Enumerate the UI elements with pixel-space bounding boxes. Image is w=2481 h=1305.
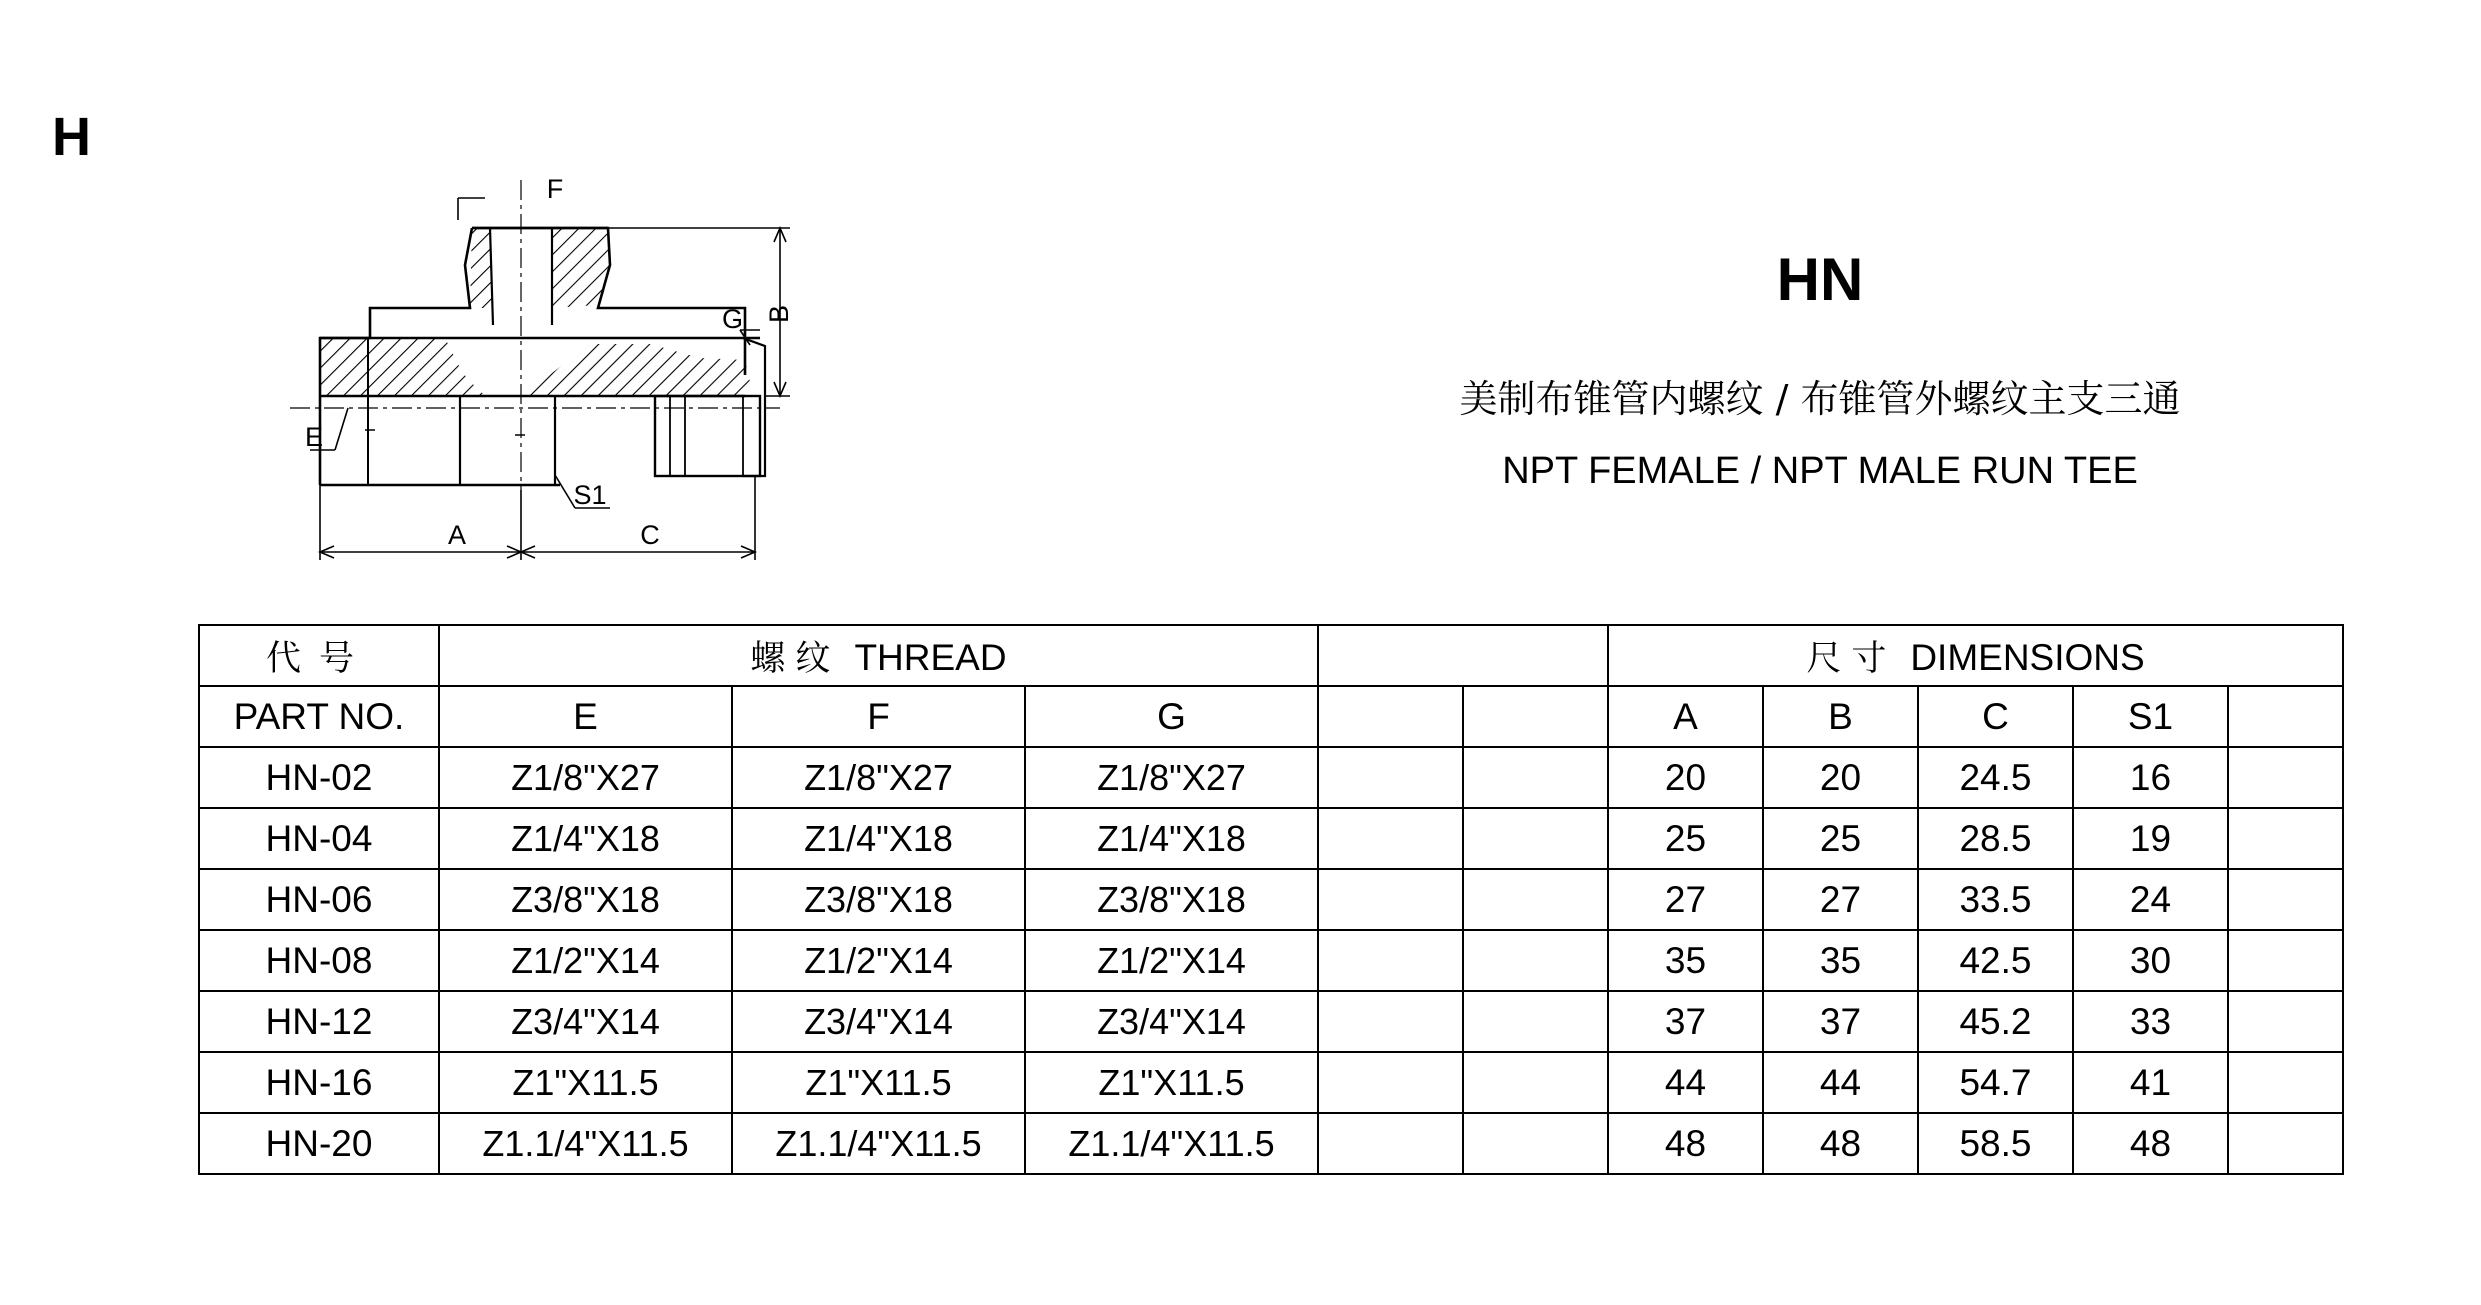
thread-e-cell: Z1.1/4"X11.5: [439, 1113, 732, 1174]
thread-g-cell: Z1/8"X27: [1025, 747, 1318, 808]
blank-cell: [1318, 808, 1463, 869]
col-header-f: F: [732, 686, 1025, 747]
thread-g-cell: Z1/2"X14: [1025, 930, 1318, 991]
dim-c-cell: 33.5: [1918, 869, 2073, 930]
thread-header: [439, 625, 1318, 686]
dim-a-cell: 48: [1608, 1113, 1763, 1174]
blank-cell: [2228, 1052, 2343, 1113]
table-row: [199, 869, 2343, 930]
dim-b-cell: 35: [1763, 930, 1918, 991]
header-row-2: [199, 686, 2343, 747]
blank-cell: [1463, 930, 1608, 991]
blank-cell: [2228, 991, 2343, 1052]
col-header-g: G: [1025, 686, 1318, 747]
thread-f-cell: Z3/4"X14: [732, 991, 1025, 1052]
dim-s1-cell: 48: [2073, 1113, 2228, 1174]
dim-c-cell: 28.5: [1918, 808, 2073, 869]
dim-s1-cell: 24: [2073, 869, 2228, 930]
blank-cell: [2228, 1113, 2343, 1174]
col-header-s1: S1: [2073, 686, 2228, 747]
blank-cell: [2228, 869, 2343, 930]
thread-e-cell: Z1/8"X27: [439, 747, 732, 808]
part-no-cell: HN-08: [199, 930, 439, 991]
label-f: F: [546, 174, 564, 204]
fitting-body: [290, 180, 780, 490]
tee-fitting-drawing: [290, 160, 850, 580]
dim-b-cell: 27: [1763, 869, 1918, 930]
part-no-header-en: PART NO.: [199, 686, 439, 747]
blank-cell: [1318, 747, 1463, 808]
label-a: A: [447, 520, 467, 550]
part-no-cell: HN-20: [199, 1113, 439, 1174]
dimensions-header-en: DIMENSIONS: [1910, 636, 2145, 678]
blank-cell: [1318, 869, 1463, 930]
dim-c-cell: 24.5: [1918, 747, 2073, 808]
section-letter: H: [52, 107, 91, 167]
col-header-e: E: [439, 686, 732, 747]
label-g: G: [722, 304, 744, 334]
col-header-blank-1: [1318, 686, 1463, 747]
table-row: [199, 747, 2343, 808]
dim-s1-cell: 41: [2073, 1052, 2228, 1113]
thread-e-cell: Z3/8"X18: [439, 869, 732, 930]
table-row: [199, 808, 2343, 869]
dim-s1-cell: 19: [2073, 808, 2228, 869]
dim-b-cell: 20: [1763, 747, 1918, 808]
part-no-cell: HN-12: [199, 991, 439, 1052]
dim-c-cell: 42.5: [1918, 930, 2073, 991]
dimensions-header: [1608, 625, 2343, 686]
dim-c-cell: 54.7: [1918, 1052, 2073, 1113]
col-header-blank-2: [1463, 686, 1608, 747]
blank-cell: [1318, 1113, 1463, 1174]
thread-f-cell: Z1.1/4"X11.5: [732, 1113, 1025, 1174]
thread-f-cell: Z3/8"X18: [732, 869, 1025, 930]
blank-cell: [1463, 747, 1608, 808]
thread-g-cell: Z1/4"X18: [1025, 808, 1318, 869]
thread-header-cn: 螺纹: [750, 638, 841, 679]
dim-a-cell: 20: [1608, 747, 1763, 808]
blank-cell: [1463, 869, 1608, 930]
blank-cell: [2228, 930, 2343, 991]
blank-cell: [1463, 991, 1608, 1052]
table-row: [199, 1052, 2343, 1113]
label-b: B: [764, 304, 794, 324]
thread-f-cell: Z1/8"X27: [732, 747, 1025, 808]
dim-c-cell: 58.5: [1918, 1113, 2073, 1174]
dim-s1-cell: 30: [2073, 930, 2228, 991]
dim-a-cell: 25: [1608, 808, 1763, 869]
table-row: [199, 991, 2343, 1052]
dim-a-cell: 44: [1608, 1052, 1763, 1113]
blank-cell: [2228, 747, 2343, 808]
blank-cell: [1463, 1052, 1608, 1113]
blank-cell: [1318, 930, 1463, 991]
label-e: E: [304, 422, 324, 452]
dim-a-cell: 35: [1608, 930, 1763, 991]
table-row: [199, 1113, 2343, 1174]
spec-table: [198, 624, 2344, 1175]
dim-c-cell: 45.2: [1918, 991, 2073, 1052]
header-row-1: [199, 625, 2343, 686]
thread-g-cell: Z1"X11.5: [1025, 1052, 1318, 1113]
label-c: C: [640, 520, 660, 550]
dim-s1-cell: 16: [2073, 747, 2228, 808]
part-no-cell: HN-06: [199, 869, 439, 930]
thread-e-cell: Z1"X11.5: [439, 1052, 732, 1113]
part-no-cell: HN-16: [199, 1052, 439, 1113]
thread-g-cell: Z3/8"X18: [1025, 869, 1318, 930]
thread-e-cell: Z1/2"X14: [439, 930, 732, 991]
thread-f-cell: Z1"X11.5: [732, 1052, 1025, 1113]
col-header-c: C: [1918, 686, 2073, 747]
dim-b-cell: 48: [1763, 1113, 1918, 1174]
blank-cell: [2228, 808, 2343, 869]
title-block: [1390, 246, 2250, 492]
label-s1: S1: [573, 480, 607, 510]
table-row: [199, 930, 2343, 991]
blank-cell: [1463, 1113, 1608, 1174]
col-header-b: B: [1763, 686, 1918, 747]
blank-header: [1318, 625, 1608, 686]
model-code: HN: [1776, 246, 1864, 313]
part-no-cell: HN-02: [199, 747, 439, 808]
blank-cell: [1463, 808, 1608, 869]
thread-e-cell: Z3/4"X14: [439, 991, 732, 1052]
part-no-header-cn: 代号: [199, 625, 439, 686]
thread-header-en: THREAD: [854, 636, 1007, 678]
dim-b-cell: 25: [1763, 808, 1918, 869]
part-no-cell: HN-04: [199, 808, 439, 869]
dimensions-header-cn: 尺寸: [1806, 638, 1897, 679]
dim-s1-cell: 33: [2073, 991, 2228, 1052]
col-header-a: A: [1608, 686, 1763, 747]
thread-g-cell: Z1.1/4"X11.5: [1025, 1113, 1318, 1174]
title-english: NPT FEMALE / NPT MALE RUN TEE: [1502, 450, 2138, 492]
blank-cell: [1318, 1052, 1463, 1113]
blank-cell: [1318, 991, 1463, 1052]
col-header-blank-3: [2228, 686, 2343, 747]
thread-f-cell: Z1/2"X14: [732, 930, 1025, 991]
dim-a-cell: 37: [1608, 991, 1763, 1052]
dim-a-cell: 27: [1608, 869, 1763, 930]
title-chinese: 美制布锥管内螺纹 / 布锥管外螺纹主支三通: [1459, 377, 2181, 421]
thread-g-cell: Z3/4"X14: [1025, 991, 1318, 1052]
dim-b-cell: 37: [1763, 991, 1918, 1052]
thread-e-cell: Z1/4"X18: [439, 808, 732, 869]
thread-f-cell: Z1/4"X18: [732, 808, 1025, 869]
dim-b-cell: 44: [1763, 1052, 1918, 1113]
